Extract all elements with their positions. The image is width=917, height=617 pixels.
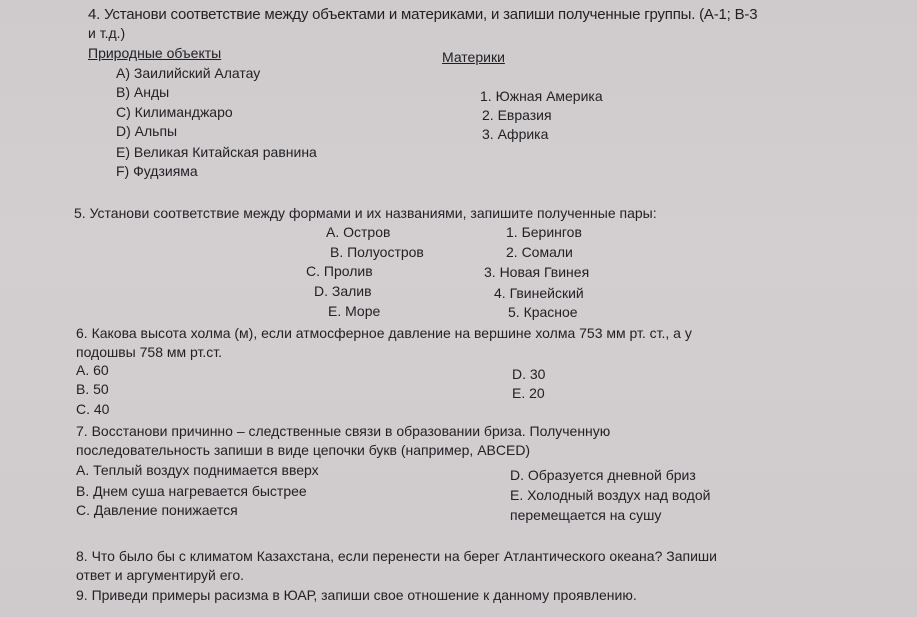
q5-name-item: 1. Берингов bbox=[506, 224, 582, 240]
q6-option: С. 40 bbox=[76, 401, 110, 417]
q7-cause-item: А. Теплый воздух поднимается вверх bbox=[76, 462, 319, 478]
q4-object-item: В) Анды bbox=[116, 84, 170, 100]
q4-continent-item: 2. Евразия bbox=[482, 107, 552, 123]
q5-form-item: А. Остров bbox=[326, 224, 391, 240]
q7-text-line2: последовательность запиши в виде цепочки букв (например, ABCED) bbox=[76, 442, 531, 458]
q8-text-line1: 8. Что было бы с климатом Казахстана, если перенести на берег Атлантического океана? Запиши bbox=[76, 548, 717, 564]
q5-name-item: 5. Красное bbox=[508, 304, 578, 320]
q6-option: Е. 20 bbox=[512, 385, 545, 401]
q4-object-item: Е) Великая Китайская равнина bbox=[116, 144, 317, 160]
q5-name-item: 3. Новая Гвинея bbox=[484, 264, 590, 280]
q6-text-line2: подошвы 758 мм рт.ст. bbox=[76, 344, 223, 360]
q4-continents-header: Материки bbox=[442, 49, 505, 65]
q7-cause-item: В. Днем суша нагревается быстрее bbox=[76, 483, 307, 499]
q7-cause-item: Е. Холодный воздух над водой bbox=[510, 487, 711, 503]
q4-text-line1: 4. Установи соответствие между объектами и материками, и запиши полученные группы. (А-1; В-3 bbox=[88, 6, 758, 23]
q4-object-item: F) Фудзияма bbox=[116, 163, 198, 179]
q4-objects-header: Природные объекты bbox=[88, 45, 222, 61]
q6-option: В. 50 bbox=[76, 381, 109, 397]
q7-cause-item: С. Давление понижается bbox=[76, 502, 238, 518]
q4-text-line2: и т.д.) bbox=[88, 25, 126, 41]
q6-text-line1: 6. Какова высота холма (м), если атмосферное давление на вершине холма 753 мм рт. ст., а у bbox=[76, 325, 692, 341]
q7-text-line1: 7. Восстанови причинно – следственные связи в образовании бриза. Полученную bbox=[76, 423, 611, 439]
q9-text: 9. Приведи примеры расизма в ЮАР, запиши свое отношение к данному проявлению. bbox=[76, 587, 637, 603]
q6-option: D. 30 bbox=[512, 366, 546, 382]
q5-form-item: Е. Море bbox=[328, 303, 381, 319]
q4-object-item: А) Заилийский Алатау bbox=[116, 65, 261, 81]
q5-text: 5. Установи соответствие между формами и их названиями, запишите полученные пары: bbox=[74, 205, 657, 221]
q5-form-item: D. Залив bbox=[314, 283, 372, 299]
q8-text-line2: ответ и аргументируй его. bbox=[76, 567, 244, 583]
q5-name-item: 4. Гвинейский bbox=[494, 285, 584, 301]
q4-object-item: D) Альпы bbox=[116, 123, 178, 139]
q6-option: А. 60 bbox=[76, 362, 109, 378]
q5-form-item: В. Полуостров bbox=[330, 244, 424, 260]
q4-object-item: С) Килиманджаро bbox=[116, 104, 233, 120]
q4-continent-item: 3. Африка bbox=[482, 126, 549, 142]
q5-form-item: С. Пролив bbox=[306, 263, 373, 279]
q5-name-item: 2. Сомали bbox=[506, 244, 573, 260]
q7-cause-item: D. Образуется дневной бриз bbox=[510, 467, 696, 483]
q7-cause-item: перемещается на сушу bbox=[510, 507, 662, 523]
q4-continent-item: 1. Южная Америка bbox=[480, 88, 603, 104]
